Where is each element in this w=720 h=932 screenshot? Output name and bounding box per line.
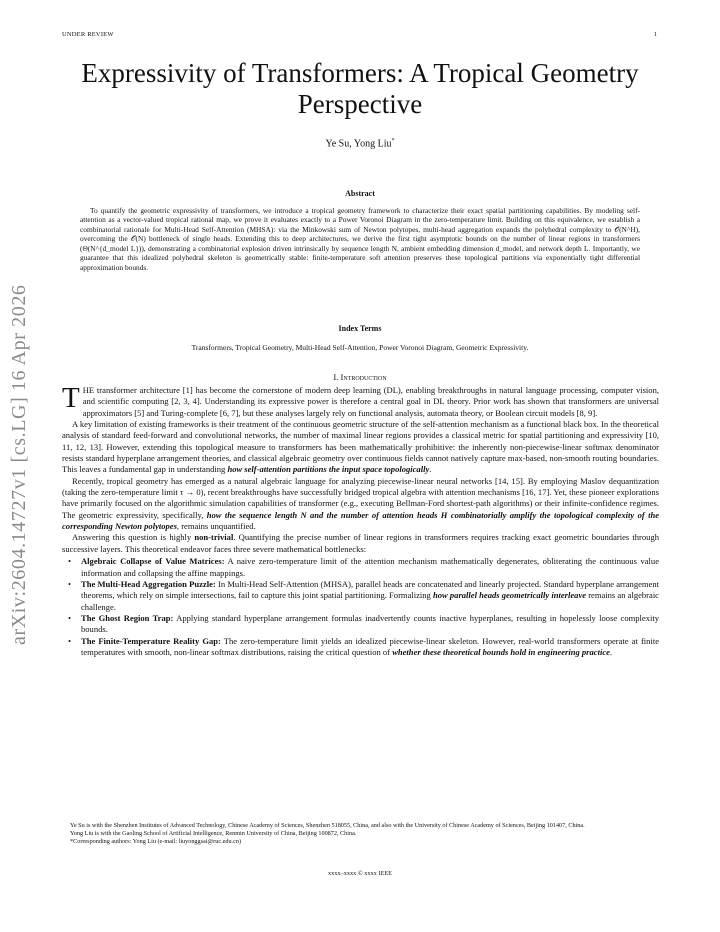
intro-paragraph-1 — [62, 382, 659, 419]
author-line — [0, 138, 720, 149]
intro-p3-text-b: , remains unquantified. — [176, 521, 256, 532]
bullet-tail: . — [609, 646, 613, 657]
footnote-1: Ye Su is with the Shenzhen Institutes of Advanced Technology, Chinese Academy of Sciences, Shenzhen 518055, China, and also with the University of Chinese Academy of Sciences, Beijing 101407, China. — [70, 822, 585, 829]
bullet-text: The zero-temperature limit yields an idealized piecewise-linear skeleton. However, real-world transformers operate at finite temperatures with smooth, non-linear softmax distributions, raising the critical question of — [81, 635, 659, 657]
bullet-emphasis: how parallel heads geometrically interleave — [433, 590, 587, 601]
index-terms-heading: Index Terms — [338, 324, 382, 333]
list-item — [62, 556, 659, 579]
arxiv-sidebar-stamp: arXiv:2604.14727v1 [cs.LG] 16 Apr 2026 — [8, 284, 30, 645]
list-item — [62, 636, 659, 659]
section-number: I. — [333, 372, 339, 382]
intro-p4-text-a: Answering this question is highly — [72, 532, 195, 543]
intro-p2-emphasis: how self-attention partitions the input space topologically — [227, 464, 430, 475]
abstract-heading: Abstract — [345, 189, 375, 198]
intro-p1-text: HE transformer architecture [1] has become the cornerstone of modern deep learning (DL), enabling breakthroughs in natural language processing, computer vision, and scientific computing [2, 3, 4]. Understanding its expressive power is therefore a central goal in DL theory. Prior work has shown that transformers are universal approximators [5] and Turing-complete [6, 7], but these analyses largely rely on functional analysis, automata theory, or Boolean circuit models [8, 9]. — [82, 385, 659, 418]
abstract-text: To quantify the geometric expressivity of transformers, we introduce a tropical geometry framework to characterize their exact spatial partitioning capabilities. By modeling self-attention as a vector-valued tropical rational map, we prove it evaluates exactly to a Power Voronoi Diagram in the zero-temperature limit. Building on this equivalence, we establish a combinatorial rationale for Multi-Head Self-Attention (MHSA): via the Minkowski sum of Newton polytopes, multi-head aggregation expands the polyhedral complexity to 𝒪(N^H), overcoming the 𝒪(N) bottleneck of single heads. Extending this to deep architectures, we derive the first tight asymptotic bounds on the number of linear regions in transformers (Θ(N^{d_model L})), demonstrating a combinatorial explosion driven intrinsically by sequence length N, ambient embedding dimension d_model, and network depth L. Importantly, we guarantee that this idealized polyhedral skeleton is geometrically stable: finite-temperature soft attention preserves these topological partitions via exponentially tight differential approximation bounds. — [80, 206, 640, 272]
list-item — [62, 579, 659, 613]
bullet-text: In Multi-Head Self-Attention (MHSA), parallel heads are concatenated and linearly projected. Standard hyperplane arrangement theorems, which rely on simple intersections, fail to capture this joint spatial partitioning. Formalizing — [81, 578, 659, 601]
bullet-label: The Ghost Region Trap: — [81, 612, 174, 623]
bullet-label: The Finite-Temperature Reality Gap: — [81, 635, 221, 646]
bullet-emphasis: whether these theoretical bounds hold in engineering practice — [392, 646, 610, 657]
section-title: Introduction — [340, 372, 387, 382]
drop-cap: T — [62, 382, 80, 414]
introduction-body — [62, 382, 659, 658]
section-heading — [0, 372, 720, 382]
footnote-3: *Corresponding authors: Yong Liu (e-mail: liuyonggsai@ruc.edu.cn) — [70, 837, 242, 845]
index-terms: Transformers, Tropical Geometry, Multi-Head Self-Attention, Power Voronoi Diagram, Geometric Expressivity. — [191, 343, 529, 352]
corresponding-mark: * — [391, 138, 395, 144]
intro-p2-text: A key limitation of existing frameworks is their treatment of the continuous geometric structure of the self-attention mechanism as a functional black box. In the theoretical analysis of standard feed-forward and convolutional networks, the number of maximal linear regions provides a classical metric for spatial partitioning and expressivity [10, 11, 12, 13]. However, extending this topological measure to transformers has been mathematically prohibitive: the inherently non-piecewise-linear softmax denominator resists standard hyperplane arrangement theories, and classical algebraic geometry over continuous fields cannot natively capture max-based, non-smooth routing boundaries. This leaves a fundamental gap in understanding — [62, 419, 659, 475]
intro-p4-bold: non-trivial — [194, 532, 234, 543]
affiliation-footnotes — [62, 822, 659, 846]
page-number: 1 — [653, 31, 657, 38]
intro-p2-end: . — [429, 464, 432, 475]
bullet-text: Applying standard hyperplane arrangement formulas inadvertently counts inactive hyperplanes, resulting in hopelessly loose complexity bounds. — [81, 612, 659, 635]
intro-paragraph-2 — [62, 419, 659, 476]
intro-paragraph-3 — [62, 476, 659, 533]
running-header: UNDER REVIEW — [62, 31, 114, 38]
intro-p4-text-b: . Quantifying the precise number of linear regions in transformers requires tracking exact geometric boundaries through successive layers. This theoretical endeavor faces three severe mathematical bottlenecks: — [62, 532, 659, 554]
footnote-2: Yong Liu is with the Gaoling School of Artificial Intelligence, Renmin University of China, Beijing 100872, China. — [70, 829, 357, 837]
bullet-text: A naive zero-temperature limit of the attention mechanism mathematically degenerates, obliterating the continuous value information and collapsing the affine mappings. — [81, 556, 659, 578]
bottleneck-list — [62, 556, 659, 658]
paper-title: Expressivity of Transformers: A Tropical Geometry Perspective — [81, 58, 639, 119]
bullet-label: Algebraic Collapse of Value Matrices: — [81, 556, 225, 567]
list-item — [62, 613, 659, 636]
bullet-label: The Multi-Head Aggregation Puzzle: — [81, 578, 216, 589]
intro-p3-text-a: Recently, tropical geometry has emerged as a natural algebraic language for analyzing piecewise-linear neural networks [14, 15]. By employing Maslov dequantization (taking the zero-temperature limit τ → 0), recent breakthroughs have successfully bridged tropical algebra with attention mechanisms [16, 17]. Yet, these pioneer explorations have primarily focused on the algorithmic simulation capabilities of transformer (e.g., executing Bellman-Ford shortest-path algorithms) or their infinite-confidence regimes. The geometric expressivity, specifically, — [62, 475, 659, 520]
intro-paragraph-4 — [62, 532, 659, 555]
intro-p3-emphasis: how the sequence length N and the number of attention heads H combinatorially amplify the topological complexity of the corresponding Newton polytopes — [62, 509, 659, 532]
bullet-tail: remains an algebraic challenge. — [81, 590, 659, 612]
copyright-line: xxxx–xxxx © xxxx IEEE — [327, 870, 393, 877]
author-names: Ye Su, Yong Liu — [325, 138, 392, 150]
